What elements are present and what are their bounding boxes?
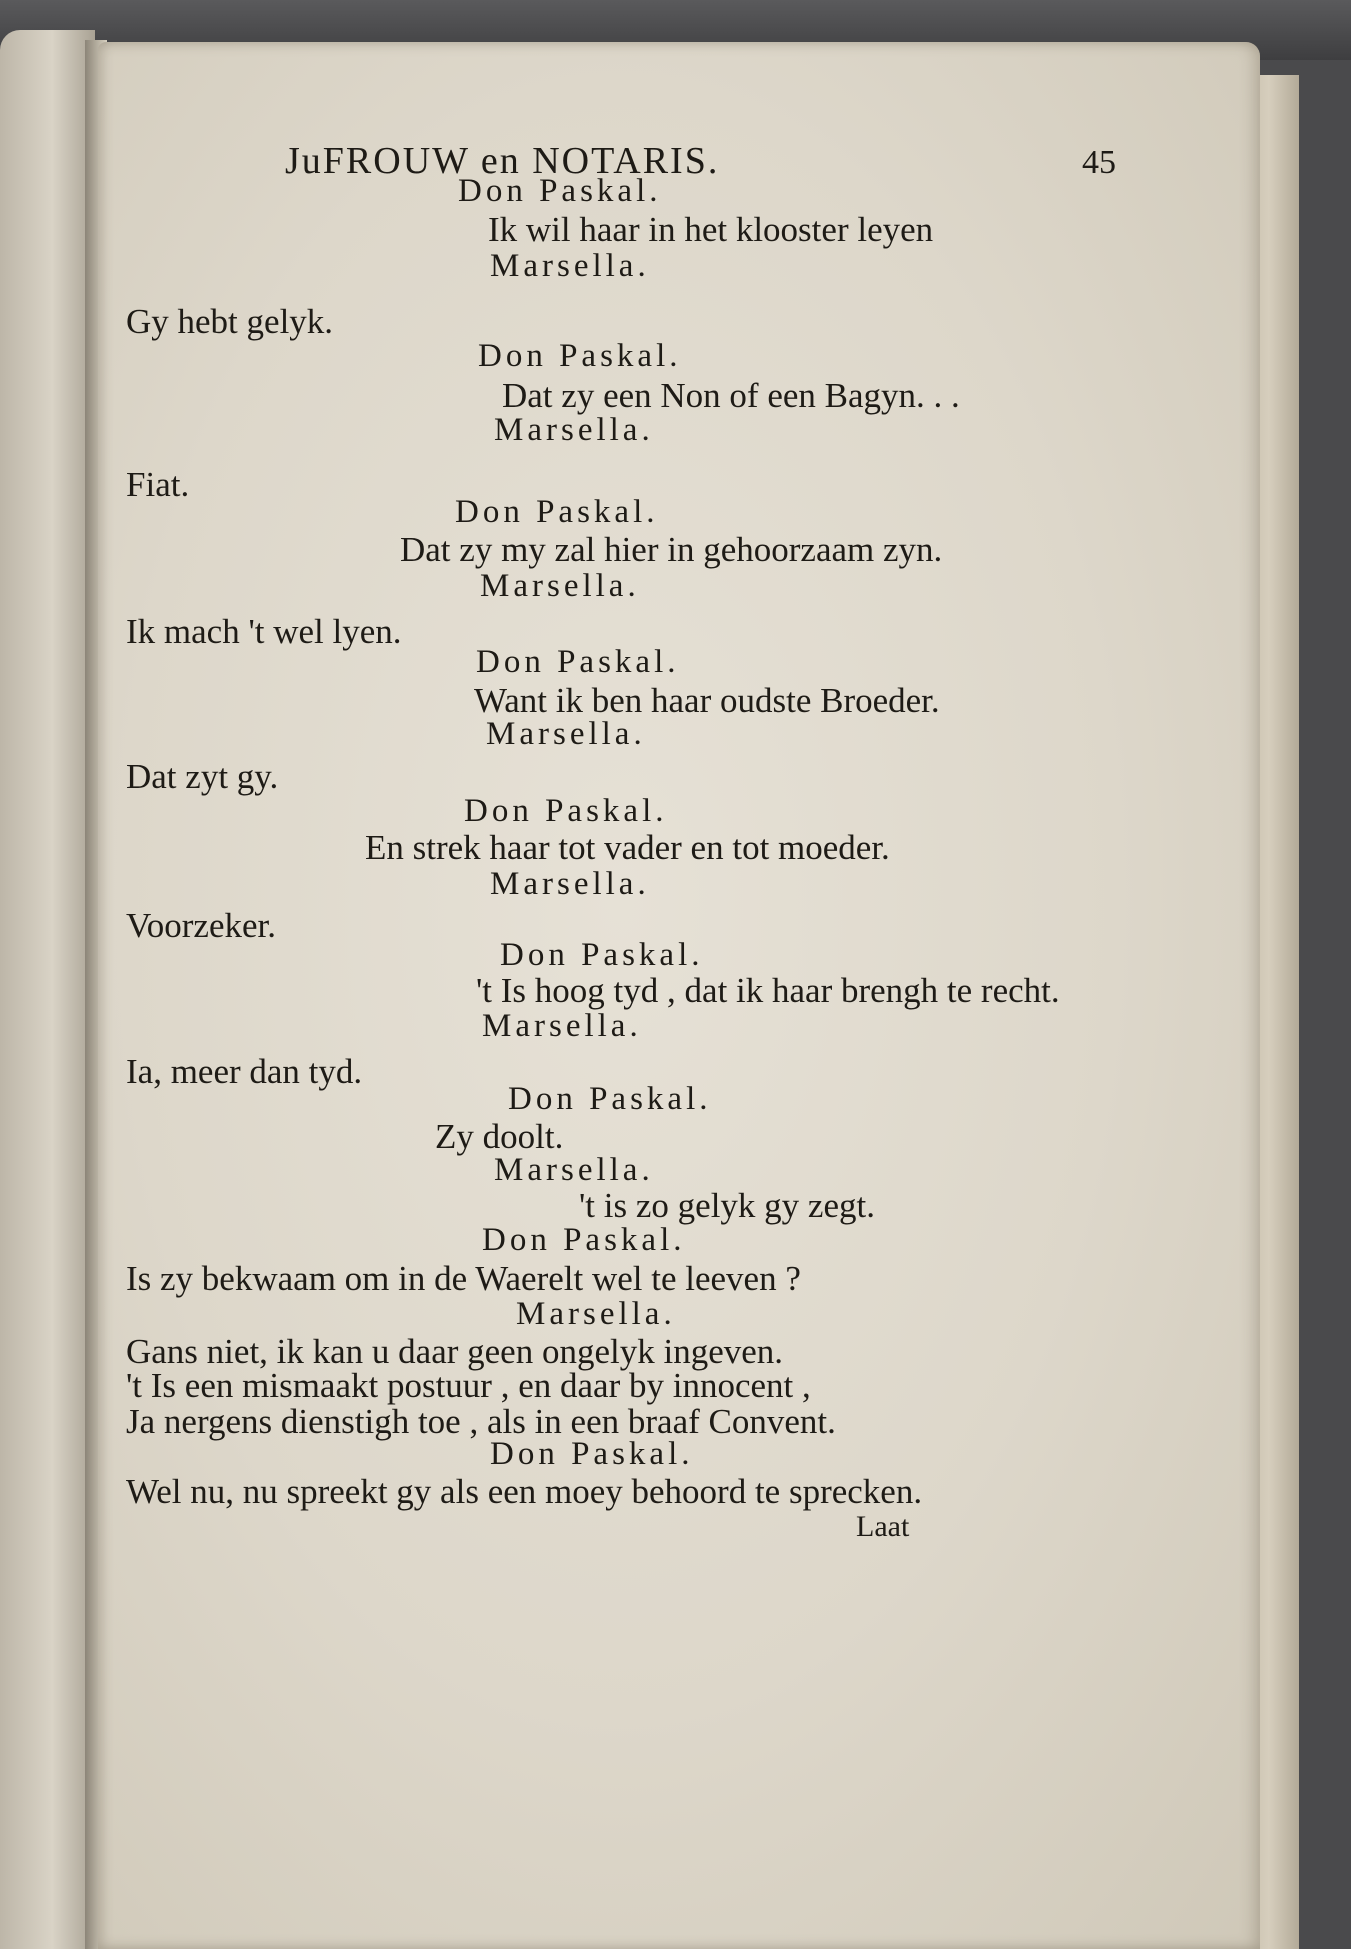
speaker-name: Don Paskal. [490,1436,694,1472]
speech-line: Ik mach 't wel lyen. [126,612,402,651]
speaker-name: Don Paskal. [458,173,662,209]
speaker-name: Don Paskal. [508,1081,712,1117]
speech-line: En strek haar tot vader en tot moeder. [365,828,890,867]
speaker-name: Marsella. [486,716,646,752]
speech-line: Gans niet, ik kan u daar geen ongelyk ingeven. [126,1332,784,1371]
speech-line: Ik wil haar in het klooster leyen [488,210,934,249]
speech-line: Gy hebt gelyk. [126,302,334,341]
running-header: JuFROUW en NOTARIS. [285,140,720,182]
speech-line: Fiat. [126,465,190,504]
speech-line: 't Is hoog tyd , dat ik haar brengh te recht. [476,971,1060,1010]
speech-line: Ja nergens dienstigh toe , als in een braaf Convent. [126,1402,836,1441]
speaker-name: Don Paskal. [464,793,668,829]
speaker-name: Marsella. [516,1296,676,1332]
speaker-name: Marsella. [494,412,654,448]
speaker-name: Marsella. [490,248,650,284]
speech-line: 't is zo gelyk gy zegt. [579,1186,875,1225]
speech-line: Is zy bekwaam om in de Waerelt wel te leeven ? [126,1259,801,1298]
speaker-name: Marsella. [480,568,640,604]
speech-line: Dat zyt gy. [126,757,279,796]
speaker-name: Marsella. [482,1008,642,1044]
facing-page-edge [0,30,95,1949]
speaker-name: Don Paskal. [478,338,682,374]
speaker-name: Don Paskal. [455,494,659,530]
speech-line: Dat zy my zal hier in gehoorzaam zyn. [400,530,943,569]
speech-line: Wel nu, nu spreekt gy als een moey behoord te sprecken. [126,1472,923,1511]
speech-line: Zy doolt. [435,1117,564,1156]
catchword: Laat [856,1510,910,1543]
page-number: 45 [1082,144,1116,181]
speaker-name: Marsella. [494,1152,654,1188]
speech-line: Voorzeker. [126,906,276,945]
speaker-name: Don Paskal. [500,937,704,973]
speaker-name: Marsella. [490,866,650,902]
speaker-name: Don Paskal. [482,1222,686,1258]
speech-line: Ia, meer dan tyd. [126,1052,363,1091]
speech-line: 't Is een mismaakt postuur , en daar by innocent , [126,1366,811,1405]
speaker-name: Don Paskal. [476,644,680,680]
speech-line: Want ik ben haar oudste Broeder. [474,681,940,720]
speech-line: Dat zy een Non of een Bagyn. . . [502,376,960,415]
book-page [98,42,1260,1949]
